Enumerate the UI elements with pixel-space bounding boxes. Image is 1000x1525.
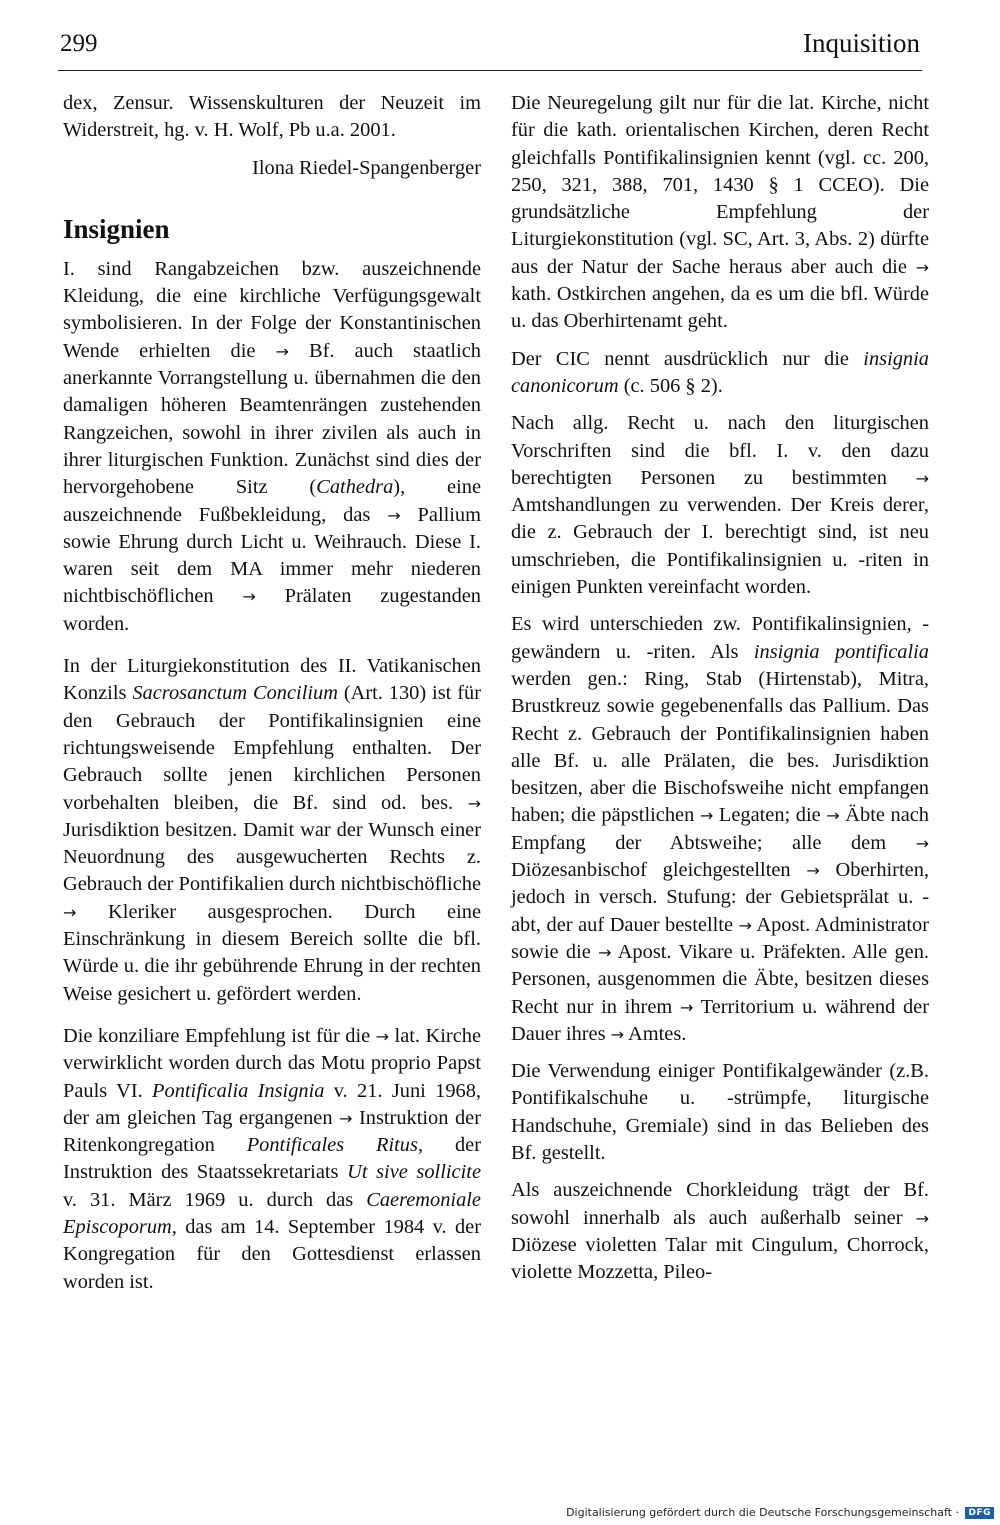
cross-reference-arrow: → [610,1024,625,1044]
right-column [511,90,929,1296]
running-head: Inquisition [802,28,920,58]
entry-title: Insignien [63,213,170,244]
paragraph: Nach allg. Recht u. nach den liturgischen Vorschriften sind die bfl. I. v. den dazu berechtigten Personen zu bestimmten → Amtshandlungen zu verwenden. Der Kreis derer, die z. Gebrauch der I. berechtigt sind, ist neu umschrieben, die Pontifikalinsignien u. -riten in einigen Punkten vereinfacht worden. [511,412,929,599]
paragraph: In der Liturgiekonstitution des II. Vatikanischen Konzils Sacrosanctum Concilium (Art. 130) ist für den Gebrauch der Pontifikalinsignien eine richtungsweisende Empfehlung enthalten. Der Gebrauch sollte jenen kirchlichen Personen vorbehalten bleiben, die Bf. sind od. bes. → Jurisdiktion besitzen. Damit war der Wunsch einer Neuordnung des ausgewucherten Rechts z. Gebrauch der Pontifikalien durch nichtbischöfliche → Kleriker ausgesprochen. Durch eine Einschränkung in diesem Bereich sollte die bfl. Würde u. die ihr gebührende Ehrung in der rechten Weise gesichert u. gefördert werden. [63,655,481,1005]
cross-reference-arrow: → [915,833,929,853]
cross-reference-arrow: → [915,468,929,488]
page-number: 299 [60,30,98,57]
paragraph: Die Neuregelung gilt nur für die lat. Kirche, nicht für die kath. orientalischen Kirchen, deren Recht gleichfalls Pontifikalinsignien kennt (vgl. cc. 200, 250, 321, 388, 701, 1430 § 1 CCEO). Die grundsätzliche Empfehlung der Liturgiekonstitution (vgl. SC, Art. 3, Abs. 2) dürfte aus der Natur der Sache heraus aber auch die → kath. Ostkirchen angehen, da es um die bfl. Würde u. das Oberhirtenamt geht. [511,92,929,333]
left-column [63,90,481,1311]
cross-reference-arrow: → [806,861,820,881]
paragraph: I. sind Rangabzeichen bzw. auszeichnende Kleidung, die eine kirchliche Verfügungsgewalt symbolisieren. In der Folge der Konstantinischen Wende erhielten die → Bf. auch staatlich anerkannte Vorrangstellung u. übernahmen die den damaligen höheren Beamtenrängen zustehenden Rangzeichen, sowohl in ihrer zivilen als auch in ihrer liturgischen Funktion. Zunächst sind dies der hervorgehobene Sitz (Cathedra), eine auszeichnende Fußbekleidung, das → Pallium sowie Ehrung durch Licht u. Weihrauch. Diese I. waren seit dem MA immer mehr niederen nichtbischöflichen → Prälaten zugestanden worden. [63,257,482,635]
cross-reference-arrow: → [275,341,289,361]
cross-reference-arrow: → [339,1108,353,1128]
cross-reference-arrow: → [738,915,752,935]
paragraph: Der CIC nennt ausdrücklich nur die insignia canonicorum (c. 506 § 2). [511,347,929,397]
cross-reference-arrow: → [598,942,612,962]
cross-reference-arrow: → [467,793,481,813]
cross-reference-arrow: → [375,1026,390,1046]
paragraph: Die Verwendung einiger Pontifikalgewänder (z.B. Pontifikalschuhe u. -strümpfe, liturgische Handschuhe, Gremiale) sind in das Belieben des Bf. gestellt. [511,1060,929,1164]
footer-text: Digitalisierung gefördert durch die Deutsche Forschungsgemeinschaft · [566,1506,959,1519]
paragraph: Es wird unterschieden zw. Pontifikalinsignien, -gewändern u. -riten. Als insignia pontificalia werden gen.: Ring, Stab (Hirtenstab), Mitra, Brustkreuz sowie gegebenenfalls das Pallium. Das Recht z. Gebrauch der Pontifikalinsignien haben alle Bf. u. alle Prälaten, die bes. Jurisdiktion besitzen, aber die Bischofsweihe nicht empfangen haben; die päpstlichen → Legaten; die → Äbte nach Empfang der Abtsweihe; alle dem → Diözesanbischof gleichgestellten → Oberhirten, jedoch in versch. Stufung: der Gebietsprälat u. -abt, der auf Dauer bestellte → Apost. Administrator sowie die → Apost. Vikare u. Präfekten. Alle gen. Personen, ausgenommen die Äbte, besitzen dieses Recht nur in ihrem → Territorium u. während der Dauer ihres → Amtes. [511,613,930,1045]
digitization-footer [566,1506,994,1519]
cross-reference-arrow: → [63,902,77,922]
cross-reference-arrow: → [915,257,929,277]
paragraph: Die konziliare Empfehlung ist für die → lat. Kirche verwirklicht worden durch das Motu proprio Papst Pauls VI. Pontificalia Insignia v. 21. Juni 1968, der am gleichen Tag ergangenen → Instruktion der Ritenkongregation Pontificales Ritus, der Instruktion des Staatssekretariats Ut sive sollicite v. 31. März 1969 u. durch das Caeremoniale Episcoporum, das am 14. September 1984 v. der Kongregation für den Gottesdienst erlassen worden ist. [63,1024,481,1293]
page-header [58,26,922,71]
bibliography-continuation: dex, Zensur. Wissenskulturen der Neuzeit im Widerstreit, hg. v. H. Wolf, Pb u.a. 2001. [63,92,481,142]
dfg-logo-icon: DFG [965,1507,994,1519]
cross-reference-arrow: → [242,587,256,607]
paragraph: Als auszeichnende Chorkleidung trägt der Bf. sowohl innerhalb als auch außerhalb seiner → Diözese violetten Talar mit Cingulum, Chorrock, violette Mozzetta, Pileo- [511,1179,929,1284]
cross-reference-arrow: → [699,806,714,826]
cross-reference-arrow: → [387,505,401,525]
cross-reference-arrow: → [915,1208,929,1228]
cross-reference-arrow: → [679,997,694,1017]
cross-reference-arrow: → [826,806,840,826]
author-signature: Ilona Riedel-Spangenberger [252,156,481,179]
